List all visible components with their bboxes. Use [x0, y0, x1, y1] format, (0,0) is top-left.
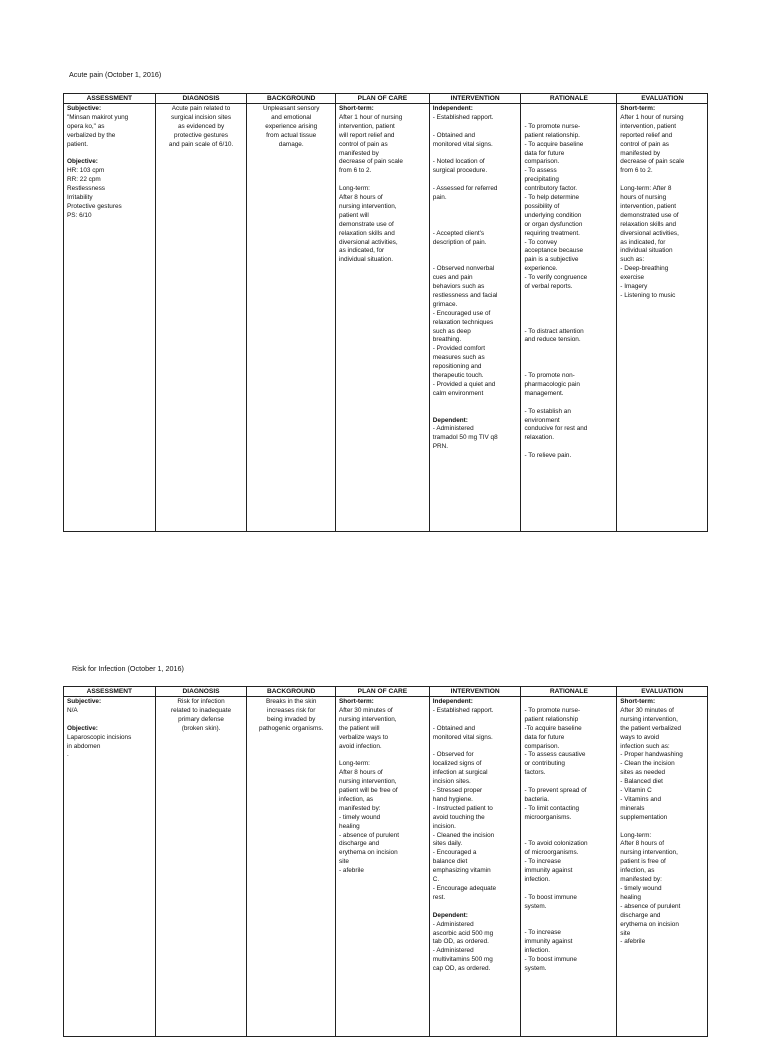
cell-line [524, 292, 613, 301]
cell-line: cap OD, as ordered. [432, 965, 491, 973]
cell-line: ways to avoid [620, 733, 660, 741]
cell-line: - Stressed proper [432, 787, 483, 795]
cell-line: system. [524, 965, 547, 973]
cell-line: sites as needed [620, 769, 666, 777]
cell-line: the patient will [339, 724, 380, 732]
cell-line: - Established rapport. [432, 113, 494, 121]
cell-line: minerals [620, 804, 645, 812]
cell-line: infection at surgical [432, 769, 488, 777]
cell-line: patient will [339, 211, 369, 219]
plan-title: Acute pain (October 1, 2016) [69, 70, 162, 79]
cell-line: system. [524, 902, 547, 910]
cell-line: tramadol 50 mg TIV q8 [432, 434, 498, 442]
cell-line: healing [339, 822, 360, 830]
cell-line: healing [620, 893, 641, 901]
cell-line: Unpleasant sensory [262, 105, 320, 112]
cell-line: - To help determine [524, 194, 580, 202]
cell-line: After 1 hour of nursing [339, 113, 403, 121]
cell-line [524, 921, 613, 930]
cell-line: N/A [67, 706, 78, 714]
cell-line: or contributing [524, 760, 565, 768]
cell-line: microorganisms. [524, 813, 572, 821]
cell-line: - To promote nurse- [524, 122, 581, 130]
cell-line: - To acquire baseline [524, 140, 584, 148]
cell-line [524, 354, 613, 363]
cell-line: intervention, patient [339, 122, 395, 130]
cell-line: discharge and [620, 911, 661, 919]
cell-line [524, 778, 613, 787]
cell-line: monitored vital signs. [432, 140, 493, 148]
cell-line: patient will be free of [339, 787, 398, 795]
cell-line: factors. [524, 769, 546, 777]
cell-line: - Clean the incision [620, 760, 675, 768]
cell-line: demonstrated use of [620, 211, 679, 219]
cell-line: Short-term: [339, 105, 374, 112]
cell-line: reported relief and [620, 131, 673, 139]
cell-line: acceptance because [524, 247, 584, 255]
cell-line: and emotional [271, 113, 312, 121]
cell-line: infection such as: [620, 742, 670, 750]
cell-line: - Administered [432, 920, 474, 928]
cell-line: - To assess causative [524, 751, 586, 759]
cell-line: - To distract attention [524, 327, 584, 335]
cell-line [67, 150, 152, 159]
cell-line [433, 212, 518, 221]
cell-line: hand hygiene. [432, 795, 473, 803]
cell-line: verbalized by the [67, 131, 116, 139]
cell-line: patient relationship. [524, 131, 580, 139]
cell-line: data for future [524, 149, 565, 157]
cell-line: incision. [432, 822, 456, 830]
cell-line: - Listening to music [620, 292, 676, 300]
cell-line [433, 743, 518, 752]
cell-line [524, 105, 613, 114]
cell-line: - To promote nurse- [524, 706, 581, 714]
cell-line: diversional activities, [339, 238, 398, 246]
cell-line: or organ dysfunction [524, 220, 583, 228]
cell-line: After 1 hour of nursing [620, 113, 684, 121]
cell-line: exercise [620, 274, 645, 282]
cell-line: - To verify congruence [524, 274, 588, 282]
cell-line: precipitating [524, 176, 559, 184]
cell-line: - Vitamins and [620, 795, 662, 803]
cell-line: hours of nursing [620, 194, 667, 202]
cell-line: erythema on incision [339, 849, 398, 857]
cell-line: control of pain as [339, 140, 388, 148]
cell-line [524, 363, 613, 372]
cell-line: PRN. [432, 443, 449, 451]
cell-line: behaviors such as [432, 283, 485, 290]
cell-line: - Obtained and [432, 131, 476, 139]
intervention-cell [429, 104, 521, 532]
cell-line [339, 176, 426, 185]
cell-line: - Observed for [432, 751, 474, 759]
cell-line: in abdomen [67, 742, 101, 750]
cell-line [524, 885, 613, 894]
cell-line: conducive for rest and [524, 425, 588, 433]
cell-line: nursing intervention, [339, 715, 397, 723]
header-diagnosis: DIAGNOSIS [155, 94, 247, 104]
cell-line: measures such as [432, 354, 485, 362]
header-plan-of-care: PLAN OF CARE [336, 687, 430, 697]
cell-line: pain. [432, 194, 447, 202]
cell-line: Independent: [432, 105, 473, 112]
cell-line: - Established rapport. [432, 706, 494, 714]
header-background: BACKGROUND [247, 687, 336, 697]
cell-line: will report relief and [339, 131, 395, 139]
cell-line: diversional activities, [620, 229, 679, 237]
cell-line: repositioning and [432, 363, 482, 371]
cell-line: localized signs of [432, 760, 482, 768]
cell-line: - Encouraged use of [432, 309, 491, 317]
cell-line: pathogenic organisms. [259, 724, 324, 732]
cell-line: pharmacologic pain [524, 380, 580, 388]
rationale-cell [521, 104, 617, 532]
cell-line [524, 399, 613, 408]
cell-line: of microorganisms. [524, 849, 579, 857]
cell-line: restlessness and facial [432, 291, 498, 299]
diagnosis-cell [155, 104, 247, 532]
intervention-cell [429, 697, 521, 1037]
cell-line [433, 399, 518, 408]
cell-line: -To acquire baseline [524, 724, 582, 732]
cell-line [67, 716, 152, 725]
cell-line: therapeutic touch. [432, 372, 484, 380]
cell-line: from 6 to 2. [620, 167, 653, 175]
cell-line: multivitamins 500 mg [432, 956, 493, 964]
header-rationale: RATIONALE [521, 687, 617, 697]
cell-line: infection. [524, 876, 551, 884]
cell-line: - afebrile [620, 938, 646, 946]
header-assessment: ASSESSMENT [64, 94, 156, 104]
care-plan-table-risk-for-infection [63, 686, 708, 1037]
cell-line: - To boost immune [524, 893, 577, 901]
cell-line: damage. [278, 140, 304, 148]
cell-line: comparison. [524, 742, 560, 750]
header-assessment: ASSESSMENT [64, 687, 156, 697]
cell-line: possibility of [524, 202, 560, 210]
cell-line: verbalize ways to [339, 733, 389, 741]
cell-line: experience. [524, 265, 558, 273]
cell-line: as indicated, for [620, 238, 666, 246]
cell-line [433, 123, 518, 132]
cell-line: relaxation techniques [432, 318, 494, 326]
cell-line: HR: 103 cpm [67, 167, 105, 175]
cell-line: supplementation [620, 813, 668, 821]
cell-line: - afebrile [339, 867, 364, 875]
cell-line [433, 203, 518, 212]
cell-line: of verbal reports. [524, 283, 573, 291]
header-rationale: RATIONALE [521, 94, 617, 104]
cell-line: Short-term: [620, 698, 656, 705]
cell-line [524, 114, 613, 123]
cell-line [433, 150, 518, 159]
cell-line: Laparoscopic incisions [67, 733, 132, 741]
cell-line: immunity against [524, 867, 573, 875]
cell-line: - timely wound [620, 885, 662, 893]
cell-line: relaxation skills and [339, 229, 395, 237]
cell-line: sites daily. [432, 840, 463, 848]
cell-line: balance diet [432, 858, 468, 866]
cell-line: opera ko," as [67, 122, 105, 130]
cell-line: such as: [620, 256, 645, 264]
background-cell [247, 104, 336, 532]
cell-line: Independent: [432, 698, 473, 705]
cell-line: - To relieve pain. [524, 452, 572, 460]
cell-line: increases risk for [267, 706, 316, 714]
cell-line: bacteria. [524, 795, 549, 803]
cell-line: experience arising [265, 122, 318, 130]
cell-line: Objective: [67, 158, 98, 166]
cell-line: Acute pain related to [171, 105, 231, 112]
cell-line: surgical procedure. [432, 167, 488, 175]
cell-line: - To establish an [524, 407, 571, 415]
header-intervention: INTERVENTION [429, 687, 521, 697]
cell-line [339, 751, 426, 760]
cell-line: patient relationship [524, 715, 579, 723]
cell-line: description of pain. [432, 238, 487, 246]
cell-line: - Imagery [620, 283, 648, 291]
cell-line [433, 256, 518, 265]
cell-line: Objective: [67, 724, 98, 732]
evaluation-cell [617, 697, 708, 1037]
cell-line: patient is free of [620, 858, 666, 866]
diagnosis-cell [155, 697, 247, 1037]
cell-line [433, 716, 518, 725]
cell-line: and pain scale of 6/10. [168, 140, 234, 148]
cell-line: decrease of pain scale [339, 158, 403, 166]
cell-line: avoid infection. [339, 742, 382, 750]
cell-line: - Encouraged a [432, 849, 477, 857]
cell-line [524, 310, 613, 319]
cell-line: - To promote non- [524, 372, 575, 380]
cell-line: monitored vital signs. [432, 733, 493, 741]
cell-line: decrease of pain scale [620, 158, 685, 166]
rationale-cell [521, 697, 617, 1037]
cell-line: Risk for infection [177, 698, 225, 705]
cell-line: manifested by [620, 149, 661, 157]
cell-line: After 8 hours of [339, 194, 383, 202]
cell-line [524, 319, 613, 328]
assessment-cell [64, 697, 156, 1037]
cell-line: as evidenced by [177, 122, 225, 130]
cell-line: After 8 hours of [339, 769, 383, 777]
cell-line: Long-term: [339, 760, 370, 768]
cell-line: relaxation skills and [620, 220, 677, 228]
cell-line: grimace. [432, 300, 458, 308]
cell-line: nursing intervention, [620, 715, 678, 723]
cell-line: nursing intervention, [339, 202, 397, 210]
cell-line: - To boost immune [524, 956, 577, 964]
cell-line: - timely wound [339, 813, 381, 821]
cell-line: - Obtained and [432, 724, 476, 732]
cell-line: ascorbic acid 500 mg [432, 929, 494, 937]
cell-line: as indicated, for [339, 247, 385, 255]
cell-line: - Instructed patient to [432, 804, 493, 812]
plan-of-care-cell [336, 697, 430, 1037]
cell-line: immunity against [524, 938, 573, 946]
cell-line: incision sites. [432, 778, 471, 786]
cell-line: Subjective: [67, 105, 102, 112]
cell-line: requiring treatment. [524, 229, 580, 237]
cell-line: nursing intervention, [339, 778, 397, 786]
cell-line: Restlessness [67, 185, 106, 193]
cell-line: Short-term: [339, 698, 374, 705]
cell-line: pain is a subjective [524, 256, 579, 264]
cell-line: surgical incision sites [171, 113, 232, 121]
cell-line: - Assessed for referred [432, 185, 498, 193]
cell-line: Breaks in the skin [265, 698, 317, 705]
cell-line: manifested by: [620, 876, 662, 884]
cell-line: - Provided a quiet and [432, 380, 496, 388]
cell-line: patient. [67, 140, 88, 148]
care-plan-table-acute-pain [63, 93, 708, 532]
cell-line: infection, as [620, 867, 655, 875]
cell-line: breathing. [432, 336, 462, 344]
cell-line: - To limit contacting [524, 804, 580, 812]
cell-line: manifested by: [339, 804, 381, 812]
cell-line: (broken skin). [181, 724, 221, 732]
cell-line [433, 408, 518, 417]
cell-line: - Encourage adequate [432, 885, 497, 892]
cell-line: demonstrate use of [339, 220, 394, 228]
cell-line: and reduce tension. [524, 336, 581, 344]
cell-line: the patient verbalized [620, 724, 682, 732]
cell-line: - To increase [524, 929, 561, 937]
cell-line: - Cleaned the incision [432, 831, 495, 839]
cell-line: Short-term: [620, 105, 656, 112]
cell-line: - Proper handwashing [620, 751, 683, 759]
cell-line: After 30 minutes of [339, 706, 393, 714]
cell-line: data for future [524, 733, 565, 741]
cell-line [524, 912, 613, 921]
cell-line: - Accepted client's [432, 229, 485, 237]
cell-line: Irritability [67, 194, 93, 202]
plan-title: Risk for Infection (October 1, 2016) [72, 664, 184, 673]
cell-line [524, 301, 613, 310]
cell-line: cues and pain [432, 274, 473, 282]
cell-line: manifested by [339, 149, 379, 157]
cell-line: - To increase [524, 858, 561, 866]
cell-line [524, 443, 613, 452]
cell-line: Subjective: [67, 698, 102, 705]
cell-line [524, 698, 613, 707]
background-cell [247, 697, 336, 1037]
cell-line: from 6 to 2. [339, 167, 372, 175]
cell-line: infection, as [339, 795, 374, 803]
cell-line: . [67, 751, 69, 759]
cell-line: emphasizing vitamin [432, 867, 491, 875]
cell-line: management. [524, 389, 564, 397]
cell-line: from actual tissue [266, 131, 317, 139]
cell-line: tab OD, as ordered. [432, 938, 489, 946]
plan-of-care-cell [336, 104, 430, 532]
cell-line: individual situation [620, 247, 673, 255]
cell-line: relaxation. [524, 434, 554, 442]
cell-line: underlying condition [524, 211, 582, 219]
cell-line: - To avoid colonization [524, 840, 588, 848]
cell-line: - absence of purulent [339, 831, 400, 839]
cell-line [433, 247, 518, 256]
header-evaluation: EVALUATION [617, 687, 708, 697]
cell-line [524, 823, 613, 832]
cell-line [433, 903, 518, 912]
cell-line: infection. [524, 947, 551, 955]
cell-line: - Observed nonverbal [432, 265, 495, 273]
cell-line: calm environment [432, 389, 484, 397]
header-plan-of-care: PLAN OF CARE [336, 94, 430, 104]
cell-line: nursing intervention, [620, 849, 678, 857]
cell-line: Protective gestures [67, 202, 122, 210]
cell-line: Dependent: [432, 416, 468, 424]
cell-line: - Balanced diet [620, 778, 663, 786]
cell-line: Long-term: [339, 185, 370, 193]
cell-line: protective gestures [174, 131, 229, 139]
cell-line: - Deep-breathing [620, 265, 669, 273]
cell-line: - To convey [524, 238, 558, 246]
cell-line: C. [432, 876, 440, 884]
cell-line: site [620, 929, 631, 937]
assessment-cell [64, 104, 156, 532]
cell-line: erythema on incision [620, 920, 679, 928]
cell-line: - Vitamin C [620, 787, 652, 795]
cell-line: - Provided comfort [432, 345, 485, 353]
cell-line: such as deep [432, 327, 471, 335]
cell-line: intervention, patient [620, 122, 677, 130]
cell-line: After 30 minutes of [620, 706, 674, 714]
cell-line: control of pain as [620, 140, 669, 148]
cell-line: - Noted location of [432, 158, 485, 166]
cell-line [433, 176, 518, 185]
cell-line: related to inadequate [171, 706, 232, 714]
cell-line: - absence of purulent [620, 902, 681, 910]
cell-line: - To assess [524, 167, 557, 175]
cell-line: Long-term: [620, 831, 652, 839]
cell-line: - To prevent spread of [524, 787, 587, 795]
cell-line: - Administered [432, 947, 474, 955]
header-evaluation: EVALUATION [617, 94, 708, 104]
header-background: BACKGROUND [247, 94, 336, 104]
cell-line: RR: 22 cpm [67, 176, 101, 184]
cell-line: Dependent: [432, 911, 468, 919]
cell-line: avoid touching the [432, 813, 485, 821]
cell-line: "Minsan makirot yung [67, 113, 129, 121]
cell-line: comparison. [524, 158, 560, 166]
cell-line [524, 832, 613, 841]
cell-line: Long-term: After 8 [620, 185, 672, 193]
cell-line: individual situation. [339, 256, 394, 264]
cell-line: site [339, 858, 349, 866]
cell-line: primary defense [178, 715, 224, 723]
cell-line [620, 176, 704, 185]
cell-line: being invaded by [267, 715, 316, 723]
cell-line: rest. [432, 893, 446, 901]
cell-line [620, 823, 704, 832]
cell-line: PS: 6/10 [67, 211, 92, 219]
header-diagnosis: DIAGNOSIS [155, 687, 247, 697]
cell-line: - Administered [432, 425, 474, 433]
cell-line [524, 345, 613, 354]
header-intervention: INTERVENTION [429, 94, 521, 104]
cell-line: environment [524, 416, 560, 424]
cell-line [433, 221, 518, 230]
cell-line: After 8 hours of [620, 840, 664, 848]
cell-line: discharge and [339, 840, 380, 848]
cell-line: intervention, patient [620, 202, 677, 210]
evaluation-cell [617, 104, 708, 532]
cell-line: contributory factor. [524, 185, 578, 193]
